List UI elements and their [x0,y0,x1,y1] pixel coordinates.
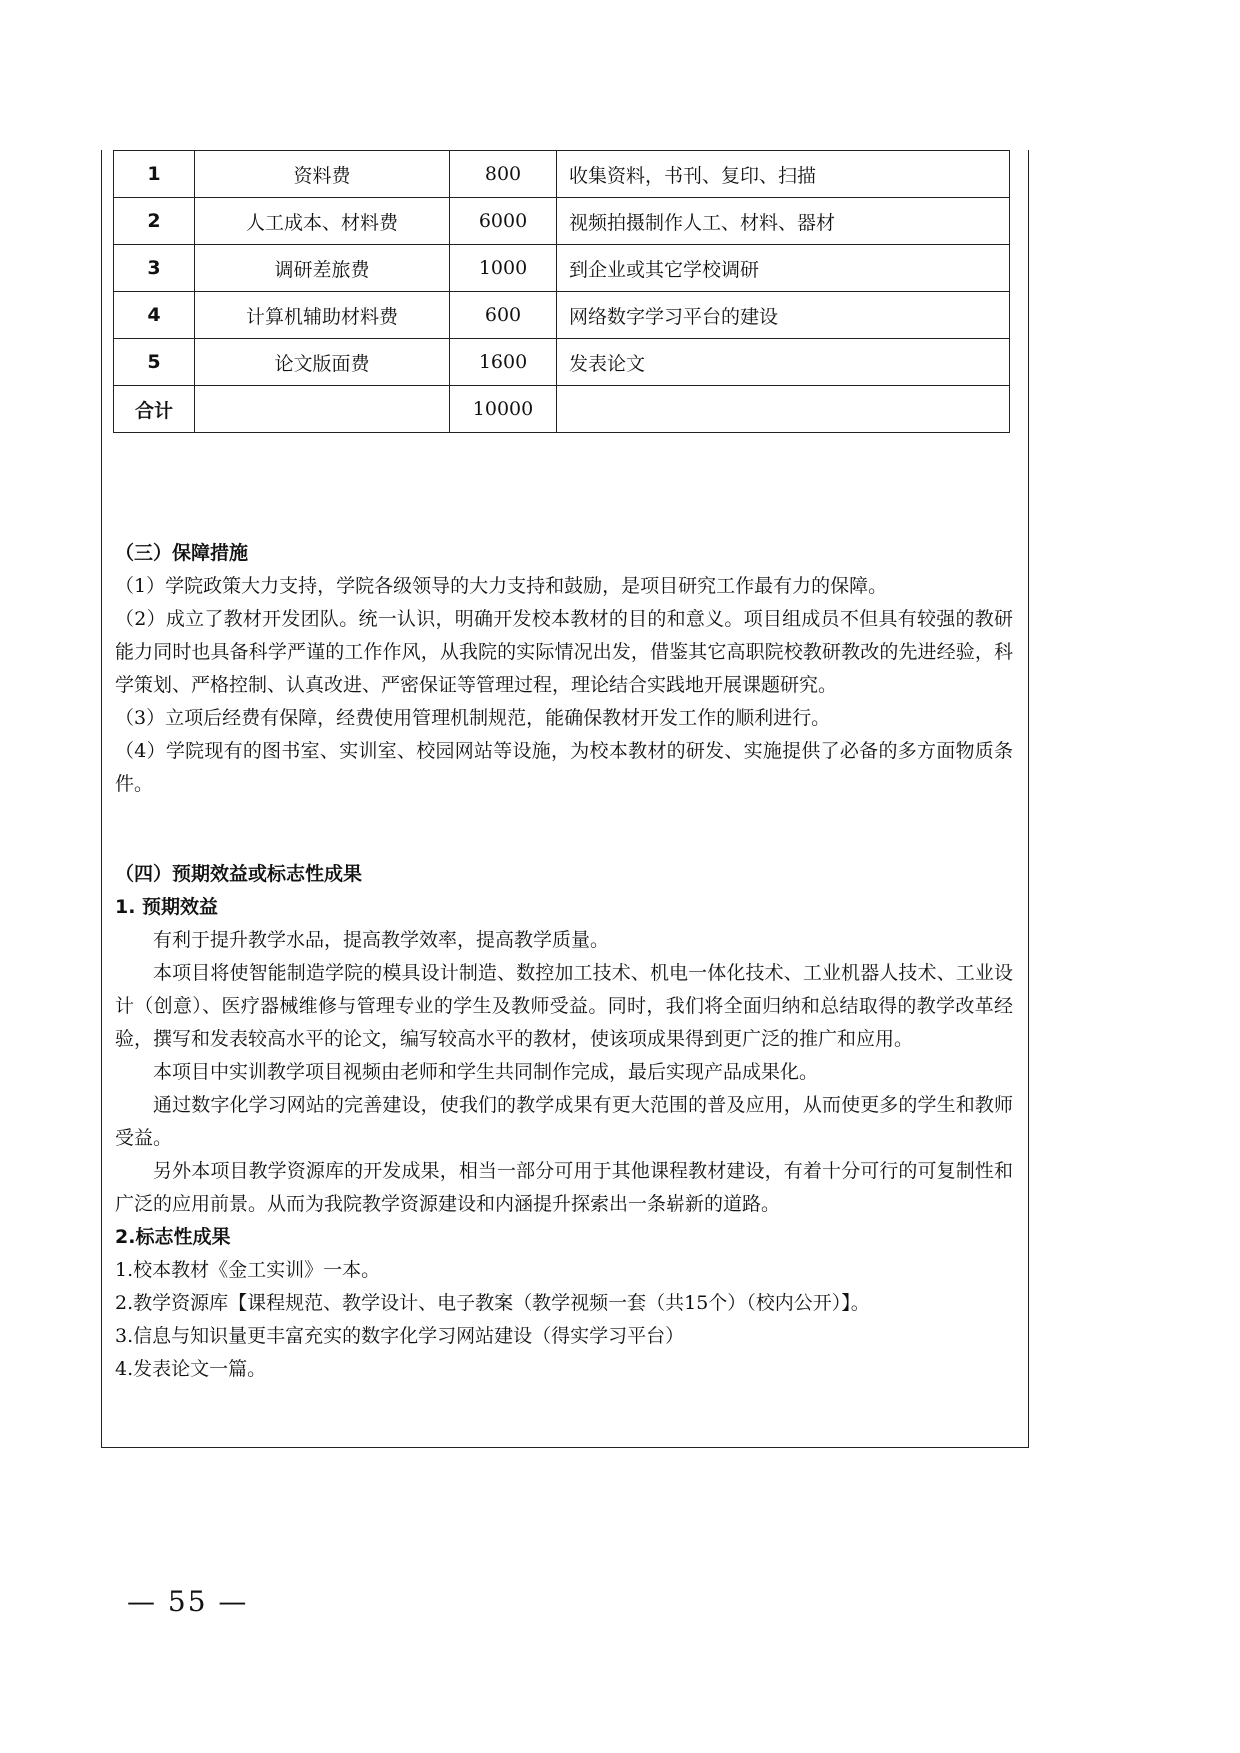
total-amount: 10000 [450,386,557,433]
section-title: （四）预期效益或标志性成果 [115,863,363,885]
expense-note: 视频拍摄制作人工、材料、器材 [557,198,1010,245]
expense-amount: 1600 [450,339,557,386]
row-number: 2 [114,198,195,245]
table-row [114,292,1010,339]
list-item: 1.校本教材《金工实训》一本。 [115,1259,381,1281]
paragraph: （3）立项后经费有保障，经费使用管理机制规范，能确保教材开发工作的顺利进行。 [115,707,831,729]
table-row [114,339,1010,386]
row-number: 5 [114,339,195,386]
section-title: （三）保障措施 [115,542,249,564]
expense-amount: 800 [450,151,557,198]
expense-item: 人工成本、材料费 [195,198,450,245]
expense-note: 网络数字学习平台的建设 [557,292,1010,339]
paragraph: 另外本项目教学资源库的开发成果，相当一部分可用于其他课程教材建设，有着十分可行的可复制性和广泛的应用前景。从而为我院教学资源建设和内涵提升探索出一条崭新的道路。 [115,1160,1013,1215]
list-item: 3.信息与知识量更丰富充实的数字化学习网站建设（得实学习平台） [115,1325,685,1347]
row-number: 1 [114,151,195,198]
paragraph: （4）学院现有的图书室、实训室、校园网站等设施，为校本教材的研发、实施提供了必备的多方面物质条件。 [115,740,1013,795]
expense-note [557,386,1010,433]
row-number: 4 [114,292,195,339]
page-number: — 55 — [127,1585,249,1618]
table-row [114,245,1010,292]
total-label: 合计 [114,386,195,433]
expense-item: 论文版面费 [195,339,450,386]
expense-amount: 600 [450,292,557,339]
budget-table [113,150,1010,433]
table-row [114,198,1010,245]
paragraph: （2）成立了教材开发团队。统一认识，明确开发校本教材的目的和意义。项目组成员不但具有较强的教研能力同时也具备科学严谨的工作作风，从我院的实际情况出发，借鉴其它高职院校教研教改的先进经验，科学策划、严格控制、认真改进、严密保证等管理过程，理论结合实践地开展课题研究。 [115,608,1013,696]
table-total-row [114,386,1010,433]
expense-amount: 6000 [450,198,557,245]
expense-amount: 1000 [450,245,557,292]
expense-note: 收集资料，书刊、复印、扫描 [557,151,1010,198]
paragraph: 本项目中实训教学项目视频由老师和学生共同制作完成，最后实现产品成果化。 [153,1061,819,1083]
expense-item: 调研差旅费 [195,245,450,292]
expense-note: 到企业或其它学校调研 [557,245,1010,292]
row-number: 3 [114,245,195,292]
paragraph: （1）学院政策大力支持，学院各级领导的大力支持和鼓励，是项目研究工作最有力的保障。 [115,575,888,597]
expense-note: 发表论文 [557,339,1010,386]
section-outcomes [115,858,1013,1386]
list-item: 4.发表论文一篇。 [115,1358,267,1380]
section-safeguards [115,537,1013,801]
subsection-title: 1. 预期效益 [115,896,219,918]
paragraph: 本项目将使智能制造学院的模具设计制造、数控加工技术、机电一体化技术、工业机器人技术、工业设计（创意）、医疗器械维修与管理专业的学生及教师受益。同时，我们将全面归纳和总结取得的教学改革经验，撰写和发表较高水平的论文，编写较高水平的教材，使该项成果得到更广泛的推广和应用。 [115,962,1013,1050]
expense-item [195,386,450,433]
paragraph: 有利于提升教学水品，提高教学效率，提高教学质量。 [153,929,610,951]
expense-item: 资料费 [195,151,450,198]
list-item: 2.教学资源库【课程规范、教学设计、电子教案（教学视频一套（共15个）（校内公开）】。 [115,1292,870,1314]
expense-item: 计算机辅助材料费 [195,292,450,339]
table-row [114,151,1010,198]
paragraph: 通过数字化学习网站的完善建设，使我们的教学成果有更大范围的普及应用，从而使更多的学生和教师受益。 [115,1094,1013,1149]
subsection-title: 2.标志性成果 [115,1226,231,1248]
